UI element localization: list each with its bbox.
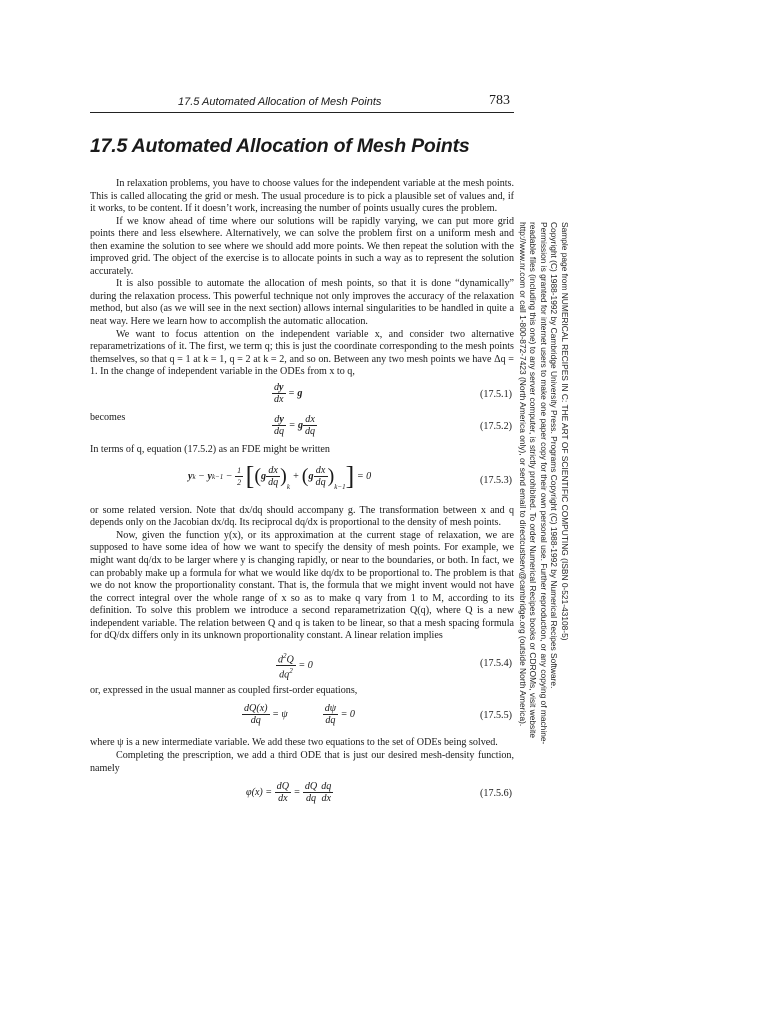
body-text xyxy=(90,178,514,811)
equation-17-5-1: $\frac{dy}{dx}$ = g (17.5.1) xyxy=(274,381,512,405)
equation-number-6: (17.5.6) xyxy=(480,788,512,800)
paragraph-5: In terms of q, equation (17.5.2) as an FDE might be written xyxy=(90,444,330,456)
equation-number-2: (17.5.2) xyxy=(480,421,512,433)
equation-17-5-6: φ(x) = $\frac{dQ}{dx}$ = $\frac{dQ}{dq}$ $\frac{dq}{dx}$ (17.5.6) xyxy=(246,781,512,805)
paragraph-3: It is also possible to automate the allocation of mesh points, so that it is done “dynamically” during the relaxation process. This powerful technique not only improves the accuracy of the relaxation method, but also (as we will see in the next section) allows internal singularities to be handled in quite a neat way. Here we learn how to accomplish the automatic allocation. xyxy=(90,278,514,328)
equation-17-5-3: yk − yk−1 − $\frac{1}{2}$ [(g $\frac{dx}{dq}$ )$_k + (g$ $\frac{dx}{dq}$ )$_{k-1}] = 0$ (17.5.3) xyxy=(188,461,512,491)
paragraph-1: In relaxation problems, you have to choose values for the independent variable at the mesh points. This is called allocating the grid or mesh. The usual procedure is to pick a plausible set of values and, if it works, to be content. If it doesn’t work, increasing the number of points usually cures the problem. xyxy=(90,178,514,215)
equation-17-5-2: $\frac{dy}{dq}$ = g $\frac{dx}{dq}$ (17.5.2) xyxy=(274,414,512,438)
equation-number-1: (17.5.1) xyxy=(480,388,512,400)
sidebar-line: Sample page from NUMERICAL RECIPES IN C: THE ART OF SCIENTIFIC COMPUTING (ISBN 0-521-43108-5) xyxy=(560,222,570,641)
running-title: 17.5 Automated Allocation of Mesh Points xyxy=(178,96,382,108)
equation-number-5: (17.5.5) xyxy=(480,710,512,722)
paragraph-7: Now, given the function y(x), or its approximation at the current stage of relaxation, we are supposed to have some idea of how we want to specify the density of mesh points. For example, we might want dq/dx to be larger where y is changing rapidly, or near to the boundaries, or both. In fact, we can probably make up a formula for what we would like dq/dx to be proportional to. The problem is that we do not know the proportionality constant. That is, the formula that we might invent would not have the correct integral over the whole range of x so as to make q vary from 1 to M, according to its definition. To solve this problem we introduce a second reparametrization Q(q), where Q is a new independent variable. The relation between Q and q is taken to be linear, so that a mesh spacing formula for dQ/dx differs only in its unknown proportionality constant. A linear relation implies xyxy=(90,529,514,642)
sidebar-line: readable files (including this one) to any server computer, is strictly prohibited. To order Numerical Recipes books or CDROMs, visit website xyxy=(528,222,539,739)
sidebar-line: http://www.nr.com or call 1-800-872-7423 (North America only), or send email to directcustserv@cambridge.org (outside North America). xyxy=(517,222,528,727)
paragraph-2: If we know ahead of time where our solutions will be rapidly varying, we can put more grid points there and less elsewhere. Alternatively, we can solve the problem first on a uniform mesh and then examine the solution to see where we should add more points. We then repeat the solution with the improved grid. The object of the exercise is to allocate points in such a way as to represent the solution accurately. xyxy=(90,215,514,277)
copyright-sidebar xyxy=(517,222,570,762)
running-header xyxy=(90,94,514,113)
paragraph-4: We want to focus attention on the independent variable x, and consider two alternative reparametrizations of it. The first, we term q; this is just the coordinate corresponding to the mesh points themselves, so that q = 1 at k = 1, q = 2 at k = 2, and so on. Between any two mesh points we have Δq = 1. In the change of independent variable in the ODEs from x to q, xyxy=(90,328,514,378)
equation-17-5-5: $\frac{dQ(x)}{dq}$ = ψ $\frac{d\psi}{dq}$ = 0 (17.5.5) xyxy=(244,703,512,727)
equation-17-5-4: $\frac{d^2Q}{dq^2}$ = 0 (17.5.4) xyxy=(278,651,512,681)
sidebar-line: Permission is granted for internet users to make one paper copy for their own personal use. Further reproduction, or any copying of machine- xyxy=(538,222,549,745)
paragraph-9: where ψ is a new intermediate variable. We add these two equations to the set of ODEs being solved. xyxy=(90,737,498,749)
paragraph-6: or some related version. Note that dx/dq should accompany g. The transformation between x and q depends only on the Jacobian dx/dq. Its reciprocal dq/dx is proportional to the density of mesh points. xyxy=(90,504,514,529)
equation-number-4: (17.5.4) xyxy=(480,657,512,669)
sidebar-line: Copyright (C) 1988-1992 by Cambridge University Press. Programs Copyright (C) 1988-1992 by Numerical Recipes Software. xyxy=(549,222,560,689)
paragraph-10: Completing the prescription, we add a third ODE that is just our desired mesh-density function, namely xyxy=(90,749,514,774)
page-number: 783 xyxy=(489,93,510,108)
equation-number-3: (17.5.3) xyxy=(480,474,512,486)
becomes-label: becomes xyxy=(90,411,126,423)
section-title: 17.5 Automated Allocation of Mesh Points xyxy=(90,135,470,157)
paragraph-8: or, expressed in the usual manner as coupled first-order equations, xyxy=(90,684,358,696)
